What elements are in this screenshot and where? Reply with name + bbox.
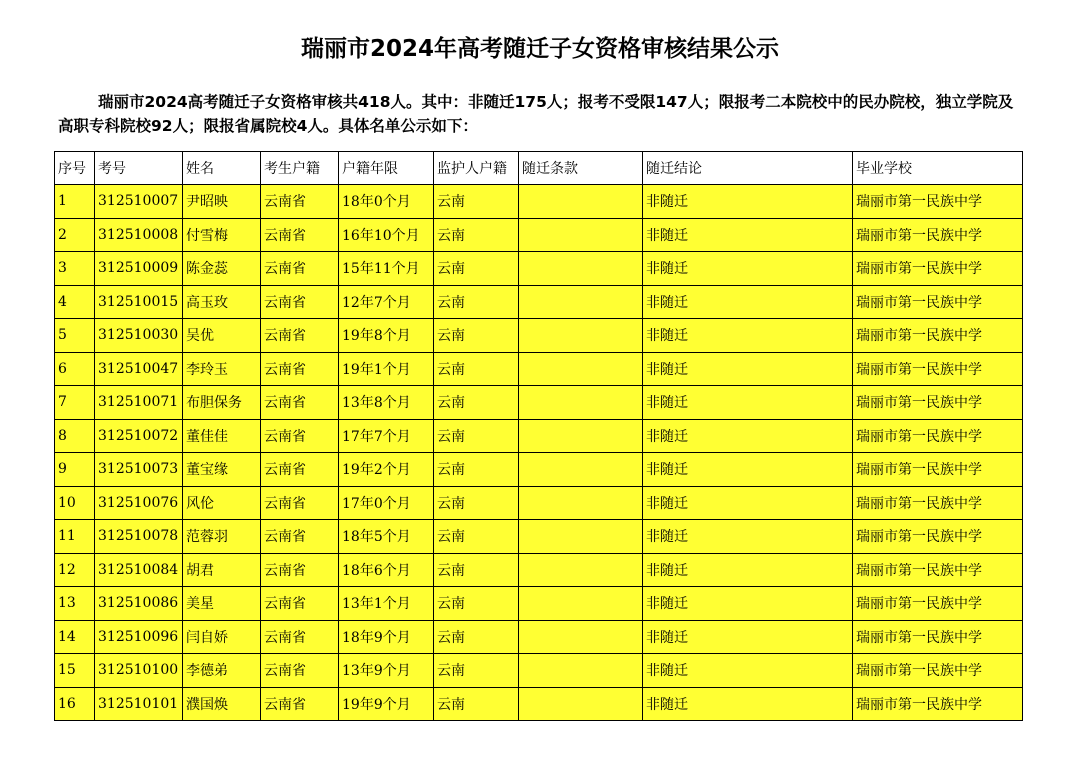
table-cell: 胡君	[183, 553, 261, 587]
header-cell: 随迁条款	[519, 152, 643, 185]
table-cell: 瑞丽市第一民族中学	[853, 252, 1023, 286]
table-row	[55, 419, 1023, 453]
table-cell: 云南	[434, 553, 519, 587]
results-table	[54, 151, 1023, 721]
table-cell: 8	[55, 419, 95, 453]
table-body	[55, 185, 1023, 721]
table-cell: 非随迁	[643, 453, 853, 487]
table-cell: 15	[55, 654, 95, 688]
table-cell: 2	[55, 218, 95, 252]
table-header-row	[55, 152, 1023, 185]
table-cell: 云南省	[261, 252, 339, 286]
table-cell: 云南省	[261, 620, 339, 654]
table-cell: 李玲玉	[183, 352, 261, 386]
table-cell	[519, 319, 643, 353]
table-cell: 云南	[434, 218, 519, 252]
table-cell: 云南	[434, 319, 519, 353]
table-cell: 非随迁	[643, 185, 853, 219]
table-cell: 美星	[183, 587, 261, 621]
table-row	[55, 587, 1023, 621]
table-cell: 312510086	[95, 587, 183, 621]
table-cell: 非随迁	[643, 520, 853, 554]
table-cell: 濮国焕	[183, 687, 261, 721]
header-cell: 随迁结论	[643, 152, 853, 185]
table-cell: 312510073	[95, 453, 183, 487]
table-cell: 非随迁	[643, 419, 853, 453]
table-cell	[519, 185, 643, 219]
table-cell: 云南	[434, 587, 519, 621]
table-cell: 非随迁	[643, 252, 853, 286]
table-cell	[519, 285, 643, 319]
table-cell: 瑞丽市第一民族中学	[853, 319, 1023, 353]
table-cell: 瑞丽市第一民族中学	[853, 218, 1023, 252]
table-cell: 5	[55, 319, 95, 353]
table-cell: 云南省	[261, 386, 339, 420]
table-cell: 13	[55, 587, 95, 621]
table-cell: 18年9个月	[339, 620, 434, 654]
table-row	[55, 620, 1023, 654]
table-cell: 云南	[434, 419, 519, 453]
table-cell: 高玉玫	[183, 285, 261, 319]
table-cell: 非随迁	[643, 687, 853, 721]
table-cell: 18年0个月	[339, 185, 434, 219]
table-cell: 非随迁	[643, 587, 853, 621]
header-cell: 姓名	[183, 152, 261, 185]
table-cell	[519, 620, 643, 654]
table-cell	[519, 520, 643, 554]
table-cell	[519, 654, 643, 688]
table-cell: 云南省	[261, 453, 339, 487]
table-cell: 布胆保务	[183, 386, 261, 420]
table-cell: 云南	[434, 486, 519, 520]
page-title: 瑞丽市2024年高考随迁子女资格审核结果公示	[300, 36, 779, 62]
table-cell: 陈金蕊	[183, 252, 261, 286]
table-cell: 非随迁	[643, 285, 853, 319]
table-cell: 瑞丽市第一民族中学	[853, 453, 1023, 487]
table-row	[55, 218, 1023, 252]
table-row	[55, 486, 1023, 520]
table-cell: 云南省	[261, 587, 339, 621]
table-cell: 19年9个月	[339, 687, 434, 721]
table-cell	[519, 252, 643, 286]
header-cell: 考号	[95, 152, 183, 185]
table-row	[55, 386, 1023, 420]
table-row	[55, 687, 1023, 721]
table-row	[55, 553, 1023, 587]
table-cell: 312510078	[95, 520, 183, 554]
table-cell: 瑞丽市第一民族中学	[853, 386, 1023, 420]
table-cell: 瑞丽市第一民族中学	[853, 620, 1023, 654]
table-cell	[519, 352, 643, 386]
table-cell: 6	[55, 352, 95, 386]
table-cell: 云南	[434, 285, 519, 319]
table-cell: 董佳佳	[183, 419, 261, 453]
table-cell	[519, 687, 643, 721]
table-cell: 3	[55, 252, 95, 286]
table-cell: 云南	[434, 654, 519, 688]
table-cell: 312510007	[95, 185, 183, 219]
table-cell: 12年7个月	[339, 285, 434, 319]
table-cell: 13年1个月	[339, 587, 434, 621]
table-cell: 非随迁	[643, 386, 853, 420]
table-cell: 吴优	[183, 319, 261, 353]
table-cell: 9	[55, 453, 95, 487]
table-cell: 尹昭映	[183, 185, 261, 219]
table-cell: 4	[55, 285, 95, 319]
table-cell: 16	[55, 687, 95, 721]
table-row	[55, 654, 1023, 688]
table-row	[55, 185, 1023, 219]
table-cell: 17年7个月	[339, 419, 434, 453]
table-cell: 付雪梅	[183, 218, 261, 252]
table-cell: 云南	[434, 252, 519, 286]
table-cell: 非随迁	[643, 620, 853, 654]
table-cell: 13年8个月	[339, 386, 434, 420]
table-cell	[519, 453, 643, 487]
table-cell: 19年1个月	[339, 352, 434, 386]
table-cell: 312510047	[95, 352, 183, 386]
table-cell: 闫自娇	[183, 620, 261, 654]
table-cell: 18年6个月	[339, 553, 434, 587]
header-cell: 监护人户籍	[434, 152, 519, 185]
table-cell: 312510096	[95, 620, 183, 654]
table-cell: 云南	[434, 453, 519, 487]
table-cell: 瑞丽市第一民族中学	[853, 520, 1023, 554]
table-cell: 瑞丽市第一民族中学	[853, 587, 1023, 621]
table-cell: 瑞丽市第一民族中学	[853, 654, 1023, 688]
table-cell	[519, 486, 643, 520]
table-cell: 瑞丽市第一民族中学	[853, 285, 1023, 319]
table-cell: 云南省	[261, 687, 339, 721]
table-cell: 范蓉羽	[183, 520, 261, 554]
table-cell: 云南省	[261, 185, 339, 219]
table-cell: 11	[55, 520, 95, 554]
table-cell	[519, 218, 643, 252]
table-cell: 10	[55, 486, 95, 520]
table-cell: 云南省	[261, 520, 339, 554]
table-cell	[519, 386, 643, 420]
table-cell: 19年2个月	[339, 453, 434, 487]
table-cell: 云南	[434, 185, 519, 219]
table-cell: 云南	[434, 620, 519, 654]
table-cell: 李德弟	[183, 654, 261, 688]
table-row	[55, 520, 1023, 554]
table-cell: 312510015	[95, 285, 183, 319]
table-cell: 云南省	[261, 218, 339, 252]
table-cell: 非随迁	[643, 218, 853, 252]
table-row	[55, 453, 1023, 487]
table-cell: 云南省	[261, 654, 339, 688]
table-cell: 312510072	[95, 419, 183, 453]
table-cell: 云南	[434, 687, 519, 721]
table-cell: 312510009	[95, 252, 183, 286]
table-cell: 14	[55, 620, 95, 654]
header-cell: 户籍年限	[339, 152, 434, 185]
table-row	[55, 252, 1023, 286]
table-cell: 非随迁	[643, 654, 853, 688]
header-cell: 考生户籍	[261, 152, 339, 185]
table-cell: 15年11个月	[339, 252, 434, 286]
table-cell: 风伦	[183, 486, 261, 520]
table-cell: 云南省	[261, 486, 339, 520]
table-cell: 瑞丽市第一民族中学	[853, 687, 1023, 721]
table-cell: 非随迁	[643, 486, 853, 520]
intro-paragraph: 瑞丽市2024高考随迁子女资格审核共418人。其中：非随迁175人；报考不受限147人；限报考二本院校中的民办院校，独立学院及高职专科院校92人；限报省属院校4人。具体名单公示如下：	[58, 93, 1014, 135]
table-cell	[519, 553, 643, 587]
table-cell: 非随迁	[643, 553, 853, 587]
table-cell: 云南省	[261, 352, 339, 386]
header-cell: 序号	[55, 152, 95, 185]
table-row	[55, 352, 1023, 386]
table-cell: 312510071	[95, 386, 183, 420]
table-cell: 云南	[434, 520, 519, 554]
table-cell: 非随迁	[643, 319, 853, 353]
table-cell: 312510076	[95, 486, 183, 520]
table-cell: 17年0个月	[339, 486, 434, 520]
table-cell: 312510030	[95, 319, 183, 353]
table-cell: 312510100	[95, 654, 183, 688]
table-cell: 312510008	[95, 218, 183, 252]
table-cell: 云南	[434, 386, 519, 420]
table-cell: 云南省	[261, 553, 339, 587]
table-cell	[519, 587, 643, 621]
table-cell: 云南	[434, 352, 519, 386]
table-cell: 18年5个月	[339, 520, 434, 554]
table-cell: 瑞丽市第一民族中学	[853, 352, 1023, 386]
table-cell: 12	[55, 553, 95, 587]
table-cell	[519, 419, 643, 453]
table-cell: 董宝缘	[183, 453, 261, 487]
table-row	[55, 285, 1023, 319]
table-cell: 瑞丽市第一民族中学	[853, 419, 1023, 453]
header-cell: 毕业学校	[853, 152, 1023, 185]
table-cell: 13年9个月	[339, 654, 434, 688]
table-cell: 16年10个月	[339, 218, 434, 252]
table-cell: 1	[55, 185, 95, 219]
table-cell: 云南省	[261, 319, 339, 353]
table-cell: 19年8个月	[339, 319, 434, 353]
table-cell: 瑞丽市第一民族中学	[853, 185, 1023, 219]
table-cell: 312510084	[95, 553, 183, 587]
table-cell: 7	[55, 386, 95, 420]
table-cell: 312510101	[95, 687, 183, 721]
table-cell: 非随迁	[643, 352, 853, 386]
table-cell: 瑞丽市第一民族中学	[853, 553, 1023, 587]
table-cell: 云南省	[261, 285, 339, 319]
table-row	[55, 319, 1023, 353]
table-cell: 云南省	[261, 419, 339, 453]
table-cell: 瑞丽市第一民族中学	[853, 486, 1023, 520]
